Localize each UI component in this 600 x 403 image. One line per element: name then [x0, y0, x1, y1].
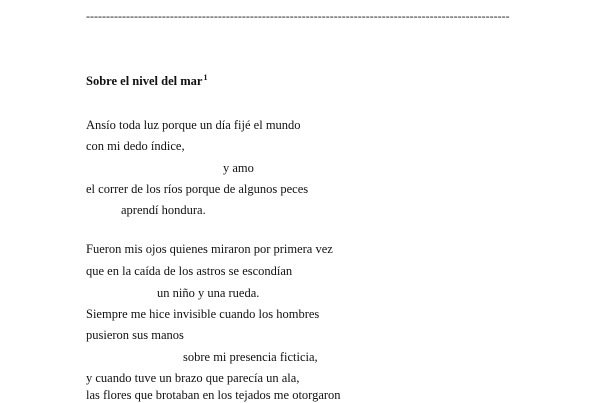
poem-title-text: Sobre el nivel del mar	[86, 74, 203, 88]
poem-line: el correr de los ríos porque de algunos peces	[86, 182, 309, 196]
poem-line: que en la caída de los astros se escondían	[86, 264, 293, 278]
poem-line: las flores que brotaban en los tejados me otorgaron	[86, 388, 341, 402]
separator-line: ----------------------------------------------------------------------------------------------------------	[86, 9, 510, 23]
poem-line: y amo	[223, 161, 254, 175]
poem-line: sobre mi presencia ficticia,	[183, 350, 318, 364]
poem-line: Ansío toda luz porque un día fijé el mundo	[86, 118, 301, 132]
poem-line: un niño y una rueda.	[157, 286, 260, 300]
poem-title	[86, 73, 207, 91]
poem-line: y cuando tuve un brazo que parecía un ala,	[86, 371, 300, 385]
poem-line: Siempre me hice invisible cuando los hombres	[86, 307, 320, 321]
poem-line: Fueron mis ojos quienes miraron por primera vez	[86, 242, 333, 256]
poem-line: aprendí hondura.	[121, 203, 206, 217]
poem-line: pusieron sus manos	[86, 328, 184, 342]
poem-line: con mi dedo índice,	[86, 139, 185, 153]
footnote-marker: 1	[203, 73, 208, 82]
